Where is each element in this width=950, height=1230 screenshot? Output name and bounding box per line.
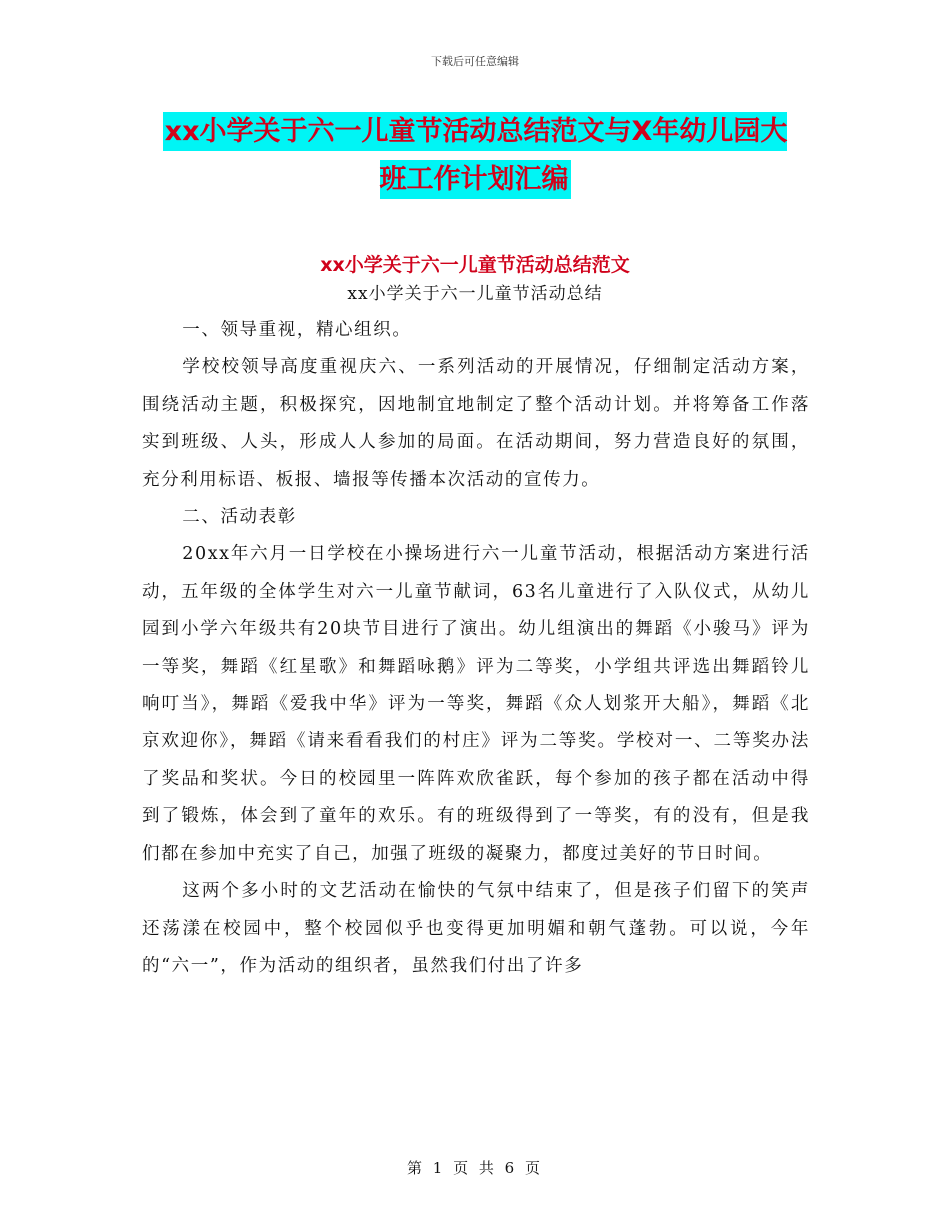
document-title-text: xx小学关于六一儿童节活动总结范文与X年幼儿园大班工作计划汇编 (163, 112, 788, 199)
paragraph: 二、活动表彰 (182, 507, 297, 528)
page-footer: 第 1 页 共 6 页 (407, 1159, 543, 1177)
paragraph: 学校校领导高度重视庆六、一系列活动的开展情况，仔细制定活动方案，围绕活动主题，积极探究，因地制宜地制定了整个活动计划。并将筹备工作落实到班级、人头，形成人人参加的局面。在活动期间，努力营造良好的氛围，充分利用标语、板报、墙报等传播本次活动的宣传力。 (142, 357, 810, 490)
section-title: xx小学关于六一儿童节活动总结范文 (320, 254, 630, 276)
section-subtitle: xx小学关于六一儿童节活动总结 (347, 284, 603, 304)
document-body (142, 312, 810, 985)
paragraph: 20xx年六月一日学校在小操场进行六一儿童节活动，根据活动方案进行活动，五年级的全体学生对六一儿童节献词，63名儿童进行了入队仪式，从幼儿园到小学六年级共有20块节目进行了演出。幼儿组演出的舞蹈《小骏马》评为一等奖，舞蹈《红星歌》和舞蹈咏鹅》评为二等奖，小学组共评选出舞蹈铃儿响叮当》，舞蹈《爱我中华》评为一等奖，舞蹈《众人划浆开大船》，舞蹈《北京欢迎你》，舞蹈《请来看看我们的村庄》评为二等奖。学校对一、二等奖办法了奖品和奖状。今日的校园里一阵阵欢欣雀跃，每个参加的孩子都在活动中得到了锻炼，体会到了童年的欢乐。有的班级得到了一等奖，有的没有，但是我们都在参加中充实了自己，加强了班级的凝聚力，都度过美好的节日时间。 (142, 544, 810, 864)
paragraph: 这两个多小时的文艺活动在愉快的气氛中结束了，但是孩子们留下的笑声还荡漾在校园中，整个校园似乎也变得更加明媚和朝气蓬勃。可以说，今年的“六一”，作为活动的组织者，虽然我们付出了许多 (142, 881, 810, 976)
document-title (150, 108, 800, 204)
paragraph: 一、领导重视，精心组织。 (182, 320, 412, 340)
header-note: 下载后可任意编辑 (431, 55, 519, 68)
